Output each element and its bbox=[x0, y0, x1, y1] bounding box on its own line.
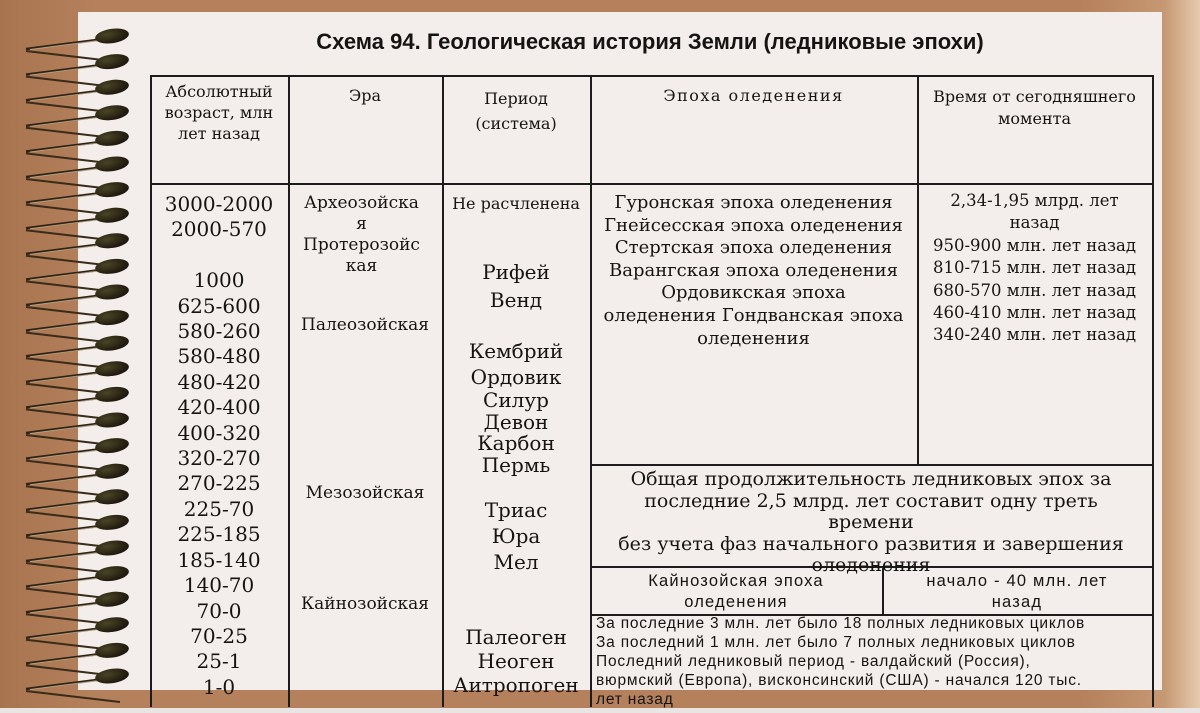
header-period: Период (система) bbox=[475, 89, 557, 133]
glacial-cycles-notes: За последние 3 млн. лет было 18 полных ледниковых циклов За последний 1 млн. лет было 7 полных ледниковых циклов Последний ледниковый период - валдайский (Россия), вюрмский (Европа), висконсинский (США) - начался 120 тыс. лет назад bbox=[596, 615, 1086, 708]
total-duration-summary: Общая продолжительность ледниковых эпох за последние 2,5 млрд. лет составит одну треть времени без учета фаз начального развития и завершения оледенения bbox=[618, 468, 1124, 576]
period-group-paleogene: Палеоген Неоген Аитропоген bbox=[453, 625, 579, 697]
era-mesozoic: Мезозойская bbox=[305, 483, 425, 503]
period-group-silurian: Силур Девон Карбон Пермь bbox=[477, 388, 555, 477]
slide-title: Схема 94. Геологическая история Земли (ледниковые эпохи) bbox=[316, 29, 984, 54]
header-absolute-age: Абсолютный возраст, млн лет назад bbox=[164, 82, 274, 143]
table-border-right bbox=[1152, 75, 1154, 707]
header-time-from-now: Время от сегодняшнего момента bbox=[933, 87, 1136, 128]
glaciation-epochs-list: Гуронская эпоха оледенения Гнейсесская эпоха оледенения Стертская эпоха оледенения Варангская эпоха оледенения Ордовикская эпоха оледенения Гондванская эпоха оледенения bbox=[603, 192, 904, 349]
table-border-top bbox=[150, 75, 1154, 77]
cenozoic-start-cell: начало - 40 млн. лет назад bbox=[926, 572, 1108, 611]
cenozoic-glaciation-cell: Кайнозойская эпоха оледенения bbox=[648, 572, 824, 611]
header-glaciation-epoch: Эпоха оледенения bbox=[663, 86, 844, 105]
era-archeo-proterozoic: Археозойская Протерозойская bbox=[303, 193, 420, 276]
spiral-binding-icon bbox=[0, 0, 160, 713]
header-era: Эра bbox=[348, 86, 382, 105]
summary-separator bbox=[590, 464, 1154, 466]
period-group-triassic: Триас Юра Мел bbox=[484, 498, 548, 574]
header-separator bbox=[150, 183, 1154, 185]
age-column-values: 3000-2000 2000-570 1000 625-600 580-260 580-480 480-420 420-400 400-320 320-270 270-225 225-70 225-185 185-140 140-70 70-0 70-25 25-1 1-0 bbox=[164, 192, 274, 699]
era-paleozoic: Палеозойская bbox=[301, 315, 429, 335]
period-group-cambrian: Кембрий Ордовик bbox=[468, 339, 564, 389]
era-cenozoic: Кайнозойская bbox=[300, 594, 430, 614]
time-from-now-values: 2,34-1,95 млрд. лет назад 950-900 млн. лет назад 810-715 млн. лет назад 680-570 млн. лет назад 460-410 млн. лет назад 340-240 млн. лет назад bbox=[932, 191, 1137, 345]
period-undivided: Не расчленена bbox=[452, 194, 580, 213]
table-border-col3 bbox=[590, 75, 592, 707]
period-group-riphean: Рифей Венд bbox=[482, 260, 550, 312]
